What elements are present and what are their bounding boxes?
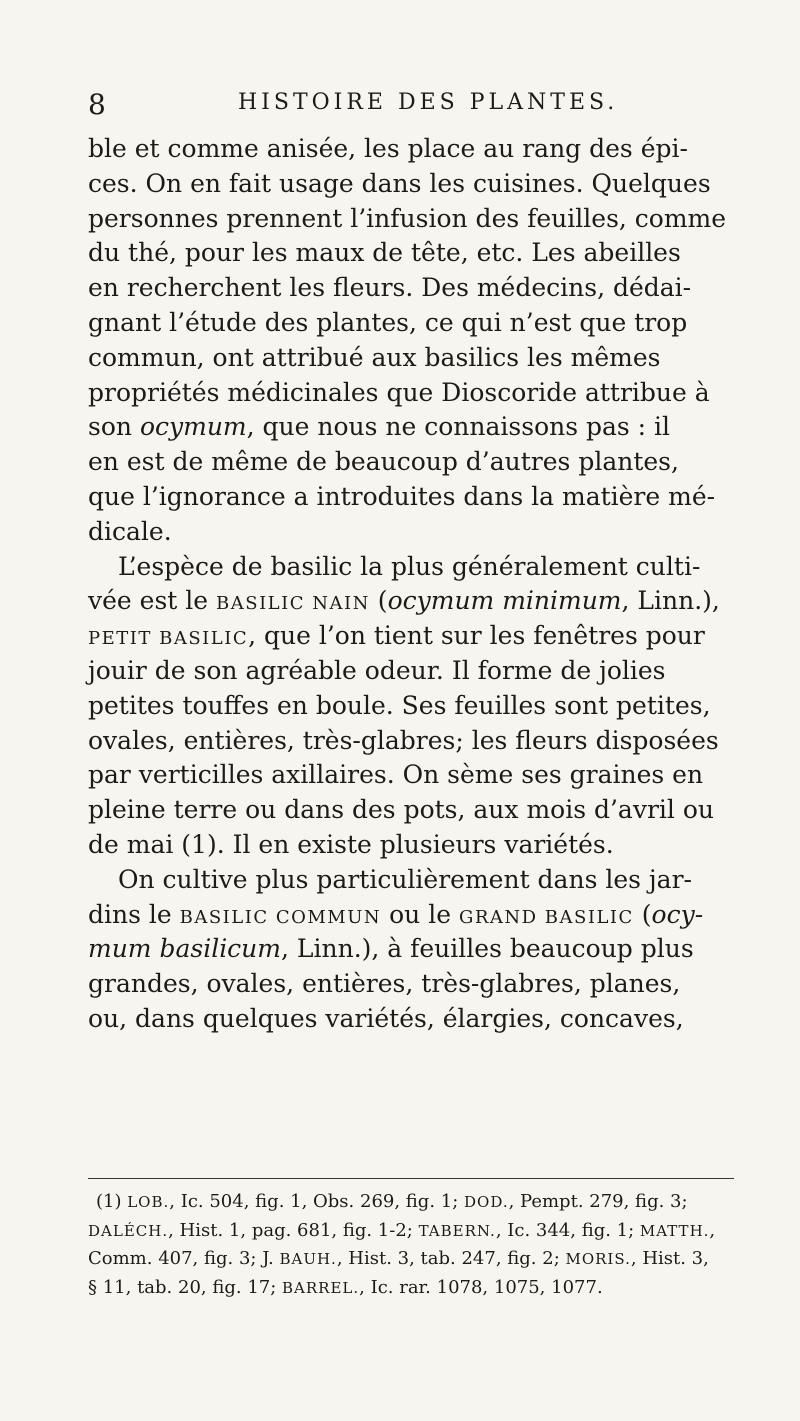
text-line: pleine terre ou dans des pots, aux mois d’avril ou (88, 795, 715, 825)
text-line: grandes, ovales, entières, très-glabres, planes, (88, 969, 681, 999)
text-run: , Pempt. 279, fig. 3; (508, 1191, 688, 1212)
text-run: , Ic. 344, fig. 1; (495, 1219, 640, 1241)
author-abbrev: DOD. (464, 1193, 509, 1211)
author-abbrev: LOB. (127, 1193, 170, 1211)
text-line: ble et comme anisée, les place au rang des épi- (88, 134, 688, 163)
text-run: dins le (88, 899, 180, 929)
text-run: , Hist. 1, pag. 681, fig. 1-2; (168, 1219, 419, 1241)
text-line: en est de même de beaucoup d’autres plantes, (88, 447, 679, 477)
text-run: ( (369, 586, 388, 616)
text-run: , que l’on tient sur les fenêtres pour (248, 621, 705, 651)
text-run: § 11, tab. 20, fig. 17; (88, 1276, 283, 1298)
latin-name: mum basilicum (88, 934, 281, 964)
text-line (88, 619, 734, 654)
text-line: ces. On en fait usage dans les cuisines. Quelques (88, 168, 711, 198)
text-line: commun, ont attribué aux basilics les mêmes (88, 342, 661, 372)
body-text (88, 132, 734, 1037)
text-line: ou, dans quelques variétés, élargies, concaves, (88, 1003, 684, 1033)
text-line: petites touffes en boule. Ses feuilles sont petites, (88, 690, 711, 720)
text-line: On cultive plus particulièrement dans les jar- (118, 864, 692, 894)
text-line: propriétés médicinales que Dioscoride attribue à (88, 377, 710, 407)
text-run: (1) (96, 1191, 128, 1212)
species-name: BASILIC COMMUN (179, 906, 382, 928)
author-abbrev: BAUH. (279, 1250, 337, 1268)
text-line: L’espèce de basilic la plus généralement culti- (118, 551, 701, 581)
footnotes (88, 1188, 734, 1302)
text-line: gnant l’étude des plantes, ce qui n’est que trop (88, 307, 688, 337)
text-line: jouir de son agréable odeur. Il forme de jolies (88, 655, 666, 685)
text-line: que l’ignorance a introduites dans la matière mé- (88, 481, 716, 511)
species-name: BASILIC NAIN (216, 593, 370, 615)
species-name: GRAND BASILIC (458, 906, 634, 928)
text-line (88, 932, 734, 967)
author-abbrev: TABERN. (418, 1221, 496, 1240)
latin-name: ocymum (139, 412, 247, 442)
author-abbrev: MATTH. (639, 1221, 710, 1240)
text-line: du thé, pour les maux de tête, etc. Les abeilles (88, 238, 681, 268)
latin-name: ocymum minimum (387, 586, 622, 616)
text-line (88, 410, 734, 445)
text-run: son (88, 412, 140, 442)
text-run: , Hist. 3, tab. 247, fig. 2; (336, 1248, 566, 1269)
text-line (88, 584, 734, 619)
text-run: , (709, 1219, 716, 1241)
author-abbrev: MORIS. (565, 1250, 631, 1268)
text-line: dicale. (88, 516, 172, 546)
text-line: ovales, entières, très-glabres; les fleurs disposées (88, 725, 719, 755)
text-run: , Hist. 3, (630, 1248, 709, 1269)
text-run: Comm. 407, fig. 3; J. (88, 1248, 280, 1269)
author-abbrev: BARREL. (282, 1278, 360, 1297)
text-line: en recherchent les fleurs. Des médecins, dédai- (88, 273, 692, 303)
species-name: PETIT BASILIC (88, 628, 249, 650)
latin-name: ocy- (651, 899, 704, 929)
text-run: , que nous ne connaissons pas : il (246, 412, 671, 442)
text-run: ( (633, 899, 652, 929)
text-run: , Linn.), (621, 586, 720, 616)
footnote-line (88, 1274, 734, 1303)
text-line (88, 898, 734, 933)
footnote-line (88, 1188, 734, 1217)
footnote-line (88, 1217, 734, 1246)
text-run: , Ic. rar. 1078, 1075, 1077. (359, 1276, 603, 1298)
text-line: par verticilles axillaires. On sème ses graines en (88, 760, 704, 790)
author-abbrev: DALÉCH. (88, 1221, 169, 1240)
page-number: 8 (88, 88, 106, 121)
page-header (88, 88, 728, 124)
text-line: de mai (1). Il en existe plusieurs variétés. (88, 829, 614, 859)
text-run: ou le (381, 899, 459, 929)
running-title: HISTOIRE DES PLANTES. (238, 90, 619, 115)
footnote-line (88, 1245, 734, 1274)
text-line: personnes prennent l’infusion des feuilles, comme (88, 203, 727, 233)
text-run: vée est le (88, 586, 217, 616)
footnote-rule (88, 1178, 734, 1179)
text-run: , Ic. 504, fig. 1, Obs. 269, fig. 1; (169, 1191, 464, 1212)
text-run: , Linn.), à feuilles beaucoup plus (281, 934, 694, 964)
